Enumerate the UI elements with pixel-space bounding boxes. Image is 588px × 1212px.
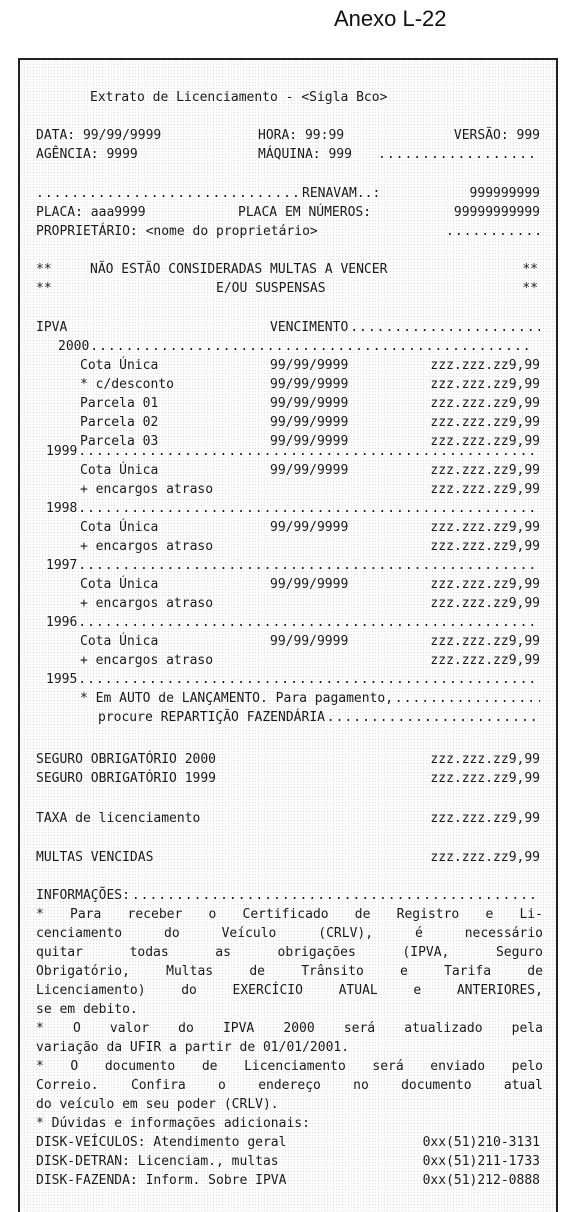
info-text: variação da UFIR a partir de 01/01/2001. — [36, 1040, 350, 1055]
info-word: do — [178, 1021, 194, 1036]
info-justified-line — [36, 981, 543, 1000]
installment-label: Parcela 03 — [80, 434, 159, 449]
installment-label: + encargos atraso — [80, 482, 214, 497]
statement-title — [20, 88, 556, 107]
ipva-row — [20, 518, 556, 537]
notice-stars-right: ** — [522, 262, 538, 277]
info-text: se em debito. — [36, 1002, 138, 1017]
info-word: de — [354, 907, 371, 922]
contact-row — [20, 1152, 556, 1171]
installment-label: * c/desconto — [80, 377, 174, 392]
info-word: Para — [70, 907, 102, 922]
notice-line-1 — [20, 260, 556, 279]
notice-text-2: E/OU SUSPENSAS — [216, 281, 326, 296]
charge-amount: zzz.zzz.zz9,99 — [430, 752, 540, 767]
info-word: é — [414, 926, 423, 941]
info-word: Licenciamento) — [36, 983, 146, 998]
info-word: documento — [401, 1078, 472, 1093]
ipva-row — [20, 537, 556, 556]
version-field: VERSÃO: 999 — [453, 128, 540, 143]
info-word: documento — [104, 1059, 176, 1074]
owner-row — [20, 222, 556, 241]
info-text: do veículo em seu poder (CRLV). — [36, 1097, 279, 1112]
info-word: Registro — [396, 907, 460, 922]
charge-row — [20, 809, 556, 828]
dot-leader — [36, 184, 298, 203]
ipva-note-line-1 — [20, 689, 556, 708]
info-word: será — [372, 1059, 404, 1074]
info-word: pelo — [511, 1059, 543, 1074]
notice-text-1: NÃO ESTÃO CONSIDERADAS MULTAS A VENCER — [90, 262, 388, 277]
amount: zzz.zzz.zz9,99 — [430, 377, 540, 392]
ipva-title: IPVA — [36, 320, 68, 335]
info-justified-line — [36, 1057, 543, 1076]
info-word: e — [413, 983, 422, 998]
info-word: e — [400, 964, 408, 979]
due-date: 99/99/9999 — [270, 358, 349, 373]
installment-label: Cota Única — [80, 577, 159, 592]
contact-row — [20, 1171, 556, 1190]
info-title-row — [20, 886, 556, 905]
info-word: Li- — [519, 907, 543, 922]
dot-leader — [78, 442, 534, 461]
info-justified-line — [36, 924, 543, 943]
info-word: as — [215, 945, 231, 960]
plate-field: PLACA: aaa9999 — [36, 205, 146, 220]
owner-field: PROPRIETÁRIO: <nome do proprietário> — [36, 224, 318, 239]
installment-label: Parcela 01 — [80, 396, 159, 411]
info-word: obrigações — [277, 945, 356, 960]
info-text: * Dúvidas e informações adicionais: — [36, 1116, 310, 1131]
info-word: atualizado — [404, 1021, 483, 1036]
plate-row — [20, 203, 556, 222]
ipva-row — [20, 394, 556, 413]
info-word: (CRLV), — [318, 926, 374, 941]
charge-label: SEGURO OBRIGATÓRIO 1999 — [36, 771, 217, 786]
dot-leader — [378, 145, 536, 164]
info-word: e — [485, 907, 494, 922]
info-word: atual — [503, 1078, 543, 1093]
renavam-label: RENAVAM..: — [302, 186, 381, 201]
ipva-year-row-1996 — [20, 613, 556, 632]
amount: zzz.zzz.zz9,99 — [430, 577, 540, 592]
info-justified-line — [36, 943, 543, 962]
dot-leader — [78, 670, 534, 689]
info-word: do — [164, 926, 180, 941]
installment-label: Parcela 02 — [80, 415, 159, 430]
installment-label: Cota Única — [80, 463, 159, 478]
amount: zzz.zzz.zz9,99 — [430, 653, 540, 668]
info-line — [20, 1038, 556, 1057]
info-word: de — [201, 1059, 218, 1074]
info-justified-line — [36, 1076, 543, 1095]
due-date: 99/99/9999 — [270, 577, 349, 592]
dot-leader — [132, 886, 540, 905]
amount: zzz.zzz.zz9,99 — [430, 434, 540, 449]
annex-label: Anexo L-22 — [334, 6, 447, 31]
dot-leader — [78, 556, 534, 575]
date-field: DATA: 99/99/9999 — [36, 128, 162, 143]
info-word: ANTERIORES, — [456, 983, 543, 998]
info-word: * — [36, 1021, 44, 1036]
ipva-row — [20, 594, 556, 613]
dot-leader — [78, 613, 534, 632]
info-word: cenciamento — [36, 926, 123, 941]
ipva-row — [20, 575, 556, 594]
contact-phone: 0xx(51)211-1733 — [422, 1154, 540, 1169]
ipva-year-label: 1995 — [46, 672, 78, 687]
notice-stars-right: ** — [522, 281, 538, 296]
contact-row — [20, 1133, 556, 1152]
ipva-year-row-1997 — [20, 556, 556, 575]
dot-leader — [90, 337, 534, 356]
notice-stars-left: ** — [36, 262, 52, 277]
info-word: Licenciamento — [244, 1059, 346, 1074]
ipva-row — [20, 375, 556, 394]
info-word: O — [72, 1021, 81, 1036]
info-justified-line — [36, 1019, 543, 1038]
amount: zzz.zzz.zz9,99 — [430, 358, 540, 373]
notice-line-2 — [20, 279, 556, 298]
charge-amount: zzz.zzz.zz9,99 — [430, 811, 540, 826]
renavam-value: 999999999 — [469, 186, 540, 201]
note-text: procure REPARTIÇÃO FAZENDÁRIA — [98, 710, 325, 725]
info-word: de — [249, 964, 265, 979]
charge-label: MULTAS VENCIDAS — [36, 850, 154, 865]
charge-amount: zzz.zzz.zz9,99 — [430, 771, 540, 786]
ipva-row — [20, 413, 556, 432]
licensing-statement-receipt — [18, 58, 558, 1212]
amount: zzz.zzz.zz9,99 — [430, 596, 540, 611]
info-line — [20, 1114, 556, 1133]
ipva-header-row — [20, 318, 556, 337]
contact-phone: 0xx(51)210-3131 — [422, 1135, 540, 1150]
info-word: Correio. — [36, 1078, 99, 1093]
info-line — [20, 1095, 556, 1114]
installment-label: Cota Única — [80, 634, 159, 649]
plate-number-value: 99999999999 — [453, 205, 540, 220]
ipva-note-line-2 — [20, 708, 556, 727]
ipva-row — [20, 461, 556, 480]
info-word: valor — [109, 1021, 150, 1036]
dot-leader — [78, 499, 534, 518]
contact-phone: 0xx(51)212-0888 — [422, 1173, 540, 1188]
charge-row — [20, 848, 556, 867]
info-word: Veículo — [221, 926, 277, 941]
info-word: necessário — [464, 926, 543, 941]
dot-leader — [446, 222, 540, 241]
due-date-header: VENCIMENTO — [270, 320, 349, 335]
contact-label: DISK-DETRAN: Licenciam., multas — [36, 1154, 279, 1169]
statement-title-text: Extrato de Licenciamento - <Sigla Bco> — [90, 90, 388, 105]
info-word: IPVA — [222, 1021, 255, 1036]
amount: zzz.zzz.zz9,99 — [430, 520, 540, 535]
amount: zzz.zzz.zz9,99 — [430, 396, 540, 411]
ipva-year-row-1999 — [20, 442, 556, 461]
ipva-row — [20, 651, 556, 670]
ipva-row — [20, 356, 556, 375]
note-text: * Em AUTO de LANÇAMENTO. Para pagamento, — [80, 691, 394, 706]
info-line — [20, 1000, 556, 1019]
info-word: (IPVA, — [402, 945, 450, 960]
dot-leader — [350, 318, 540, 337]
installment-label: + encargos atraso — [80, 596, 214, 611]
info-word: EXERCÍCIO — [232, 983, 303, 998]
agency-field: AGÊNCIA: 9999 — [36, 147, 138, 162]
due-date: 99/99/9999 — [270, 520, 349, 535]
contact-label: DISK-FAZENDA: Inform. Sobre IPVA — [36, 1173, 287, 1188]
info-word: o — [218, 1078, 226, 1093]
ipva-year-label: 1997 — [46, 558, 78, 573]
info-justified-line — [36, 905, 543, 924]
plate-number-label: PLACA EM NÚMEROS: — [238, 205, 372, 220]
ipva-row — [20, 480, 556, 499]
ipva-row — [20, 632, 556, 651]
due-date: 99/99/9999 — [270, 463, 349, 478]
time-field: HORA: 99:99 — [258, 128, 345, 143]
info-word: todas — [129, 945, 169, 960]
header-row-2 — [20, 145, 556, 164]
info-word: do — [181, 983, 197, 998]
info-word: O — [70, 1059, 79, 1074]
info-word: * — [36, 1059, 44, 1074]
amount: zzz.zzz.zz9,99 — [430, 634, 540, 649]
amount: zzz.zzz.zz9,99 — [430, 415, 540, 430]
due-date: 99/99/9999 — [270, 377, 349, 392]
ipva-year-label: 1999 — [46, 444, 78, 459]
dot-leader — [395, 689, 540, 708]
info-word: pela — [511, 1021, 543, 1036]
ipva-year-label: 2000 — [58, 339, 90, 354]
installment-label: + encargos atraso — [80, 539, 214, 554]
info-word: Certificado — [242, 907, 329, 922]
ipva-year-label: 1996 — [46, 615, 78, 630]
amount: zzz.zzz.zz9,99 — [430, 539, 540, 554]
dot-leader — [327, 708, 540, 727]
info-word: de — [527, 964, 543, 979]
info-word: Seguro — [495, 945, 543, 960]
info-word: 2000 — [283, 1021, 315, 1036]
info-word: no — [353, 1078, 369, 1093]
charge-label: TAXA de licenciamento — [36, 811, 201, 826]
info-word: Tarifa — [444, 964, 492, 979]
info-word: Confira — [130, 1078, 186, 1093]
renavam-row — [20, 184, 556, 203]
charge-amount: zzz.zzz.zz9,99 — [430, 850, 540, 865]
contact-label: DISK-VEÍCULOS: Atendimento geral — [36, 1135, 287, 1150]
due-date: 99/99/9999 — [270, 415, 349, 430]
info-justified-line — [36, 962, 543, 981]
notice-stars-left: ** — [36, 281, 52, 296]
ipva-year-row-2000 — [20, 337, 556, 356]
due-date: 99/99/9999 — [270, 634, 349, 649]
installment-label: + encargos atraso — [80, 653, 214, 668]
due-date: 99/99/9999 — [270, 396, 349, 411]
info-word: será — [343, 1021, 376, 1036]
info-word: quitar — [36, 945, 83, 960]
info-word: ATUAL — [338, 983, 378, 998]
ipva-year-label: 1998 — [46, 501, 78, 516]
ipva-year-row-1998 — [20, 499, 556, 518]
amount: zzz.zzz.zz9,99 — [430, 482, 540, 497]
info-word: enviado — [430, 1059, 486, 1074]
info-word: * — [36, 907, 44, 922]
charge-row — [20, 769, 556, 788]
installment-label: Cota Única — [80, 358, 159, 373]
charge-row — [20, 750, 556, 769]
charge-label: SEGURO OBRIGATÓRIO 2000 — [36, 752, 217, 767]
info-word: Multas — [166, 964, 214, 979]
info-word: o — [208, 907, 217, 922]
info-word: Obrigatório, — [36, 964, 130, 979]
ipva-year-row-1995 — [20, 670, 556, 689]
header-row-1 — [20, 126, 556, 145]
amount: zzz.zzz.zz9,99 — [430, 463, 540, 478]
machine-field: MÁQUINA: 999 — [258, 147, 352, 162]
info-word: receber — [127, 907, 183, 922]
due-date: 99/99/9999 — [270, 434, 349, 449]
info-word: Trânsito — [301, 964, 364, 979]
installment-label: Cota Única — [80, 520, 159, 535]
info-title: INFORMAÇÕES: — [36, 888, 130, 903]
info-word: endereço — [258, 1078, 321, 1093]
